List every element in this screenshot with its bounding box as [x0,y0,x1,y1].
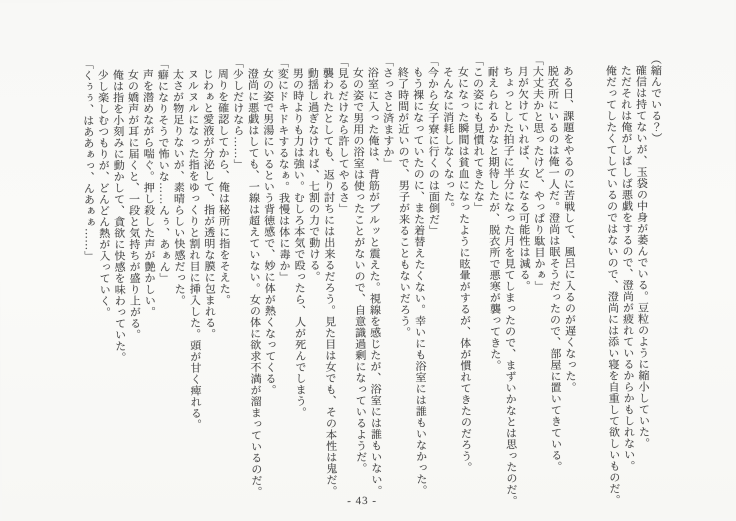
text-line: 「くぅぅ、はああぁっ、んあぁぁ……」 [81,58,96,262]
text-line: 男の時よりも力は強い。むしろ本気で殴ったら、人が死んでしまう。 [291,67,307,419]
text-line: 女の姿で男湯にいるという背徳感で、妙に体が熱くなってくる。 [261,68,277,396]
text-line: 「さっさと済ますか」 [381,55,395,169]
vertical-text-block [79,53,666,510]
text-line: 声を潜めながら喘ぐ。押し殺した声が艶かしい。 [141,69,156,318]
text-line: 「この姿にも見慣れてきたな」 [471,54,485,214]
text-line: 「大丈夫かと思ったけど、やっぱり駄目かぁ」 [531,54,546,292]
text-line: ちょっとした拍子に半分になった月を見てしまったので、まずいかなとは思ったのだ。 [501,66,518,507]
text-line: 動揺し過ぎなければ、七割の力で動ける。 [306,67,321,283]
text-line: 「少しだけなら……」 [231,57,245,171]
page-number: - 43 - [347,494,378,508]
text-line: 浴室に入った俺は、背筋がブルッと震えた。視線を感じたが、浴室には誰もいない。 [366,67,383,497]
text-line: 俺だってしたくてしているのではないので、澄尚には添い寝を自重して欲しいものだ。 [604,65,621,506]
text-line: 耐えられるかなと期待したが、脱衣所で悪寒が襲ってきた。 [486,66,501,372]
text-line: ある日、課題をやるのに苦戦して、風呂に入るのが遅くなった。 [561,65,577,394]
text-line: ただそれは俺がしばしば悪戯をするので、澄尚が疲れているからかもしれない。 [619,64,635,472]
text-line: もう裸になっていたのに、また着替えたくない。幸いにも浴室には誰もいなかった。 [411,66,428,497]
text-line: 太さが物足りないが、素晴らしい快感だった。 [171,68,186,307]
text-line: 襲われたとしても、返り討ちには出来るだろう。見た目は女でも、その本性は鬼だ。 [321,67,338,498]
text-line: 周りを確認してから、俺は秘所に指をそえた。 [216,68,231,306]
text-line: 脱衣所にいるのは俺一人だ。澄尚は眠そうだったので、部屋に置いてきている。 [546,65,562,473]
text-line: じわぁと愛液が分泌して、指が透明な膜に包まれる。 [201,68,216,340]
text-line: 「見るだけなら許してやるさ」 [336,56,350,215]
text-line: 女の姿で男用の浴室は使ったことがないので、自意識過剰になっているようだ。 [351,67,367,475]
text-line: 確信は持てないが、玉袋の中身が萎んでいる。豆粒のように縮小していた。 [634,64,650,450]
text-line: 「今から女子寮に行くのは面倒だ」 [426,55,440,237]
text-line: そんなに消耗しなくなった。 [441,66,455,214]
text-line: （縮んでいる？） [649,53,662,144]
text-line: 女になった瞬間は貧血になったように眩暈がするが、体が慣れてきたのだろう。 [456,66,472,474]
text-line: 俺は指を小刻みに動かして、貪欲に快感を味わっていた。 [111,69,126,364]
text-line: 女の嬌声が耳に届くと、一段と気持ちが盛り上がる。 [126,69,141,341]
text-line: 月が欠けていれば、女になる可能性は減る。 [516,65,531,292]
text-line: 「癖になりそうで怖いな……んぅ、あぁん」 [156,57,171,284]
text-line: 「変にドキドキするなぁ。我慢は体に毒か」 [276,56,291,283]
text-line: ヌルヌルになった指をゆっくりと割れ目に挿入した。頭が甘く痺れる。 [186,68,202,431]
text-line: 澄尚に悪戯はしても、一線は超えていない。女の体に欲求不満が溜まっているのだ。 [246,68,263,498]
text-line: 少し楽しむつもりが、どんどん熱が入っていく。 [96,69,111,319]
text-line: 終了時間が近いので、男子が来ることもないだろう。 [396,66,411,339]
